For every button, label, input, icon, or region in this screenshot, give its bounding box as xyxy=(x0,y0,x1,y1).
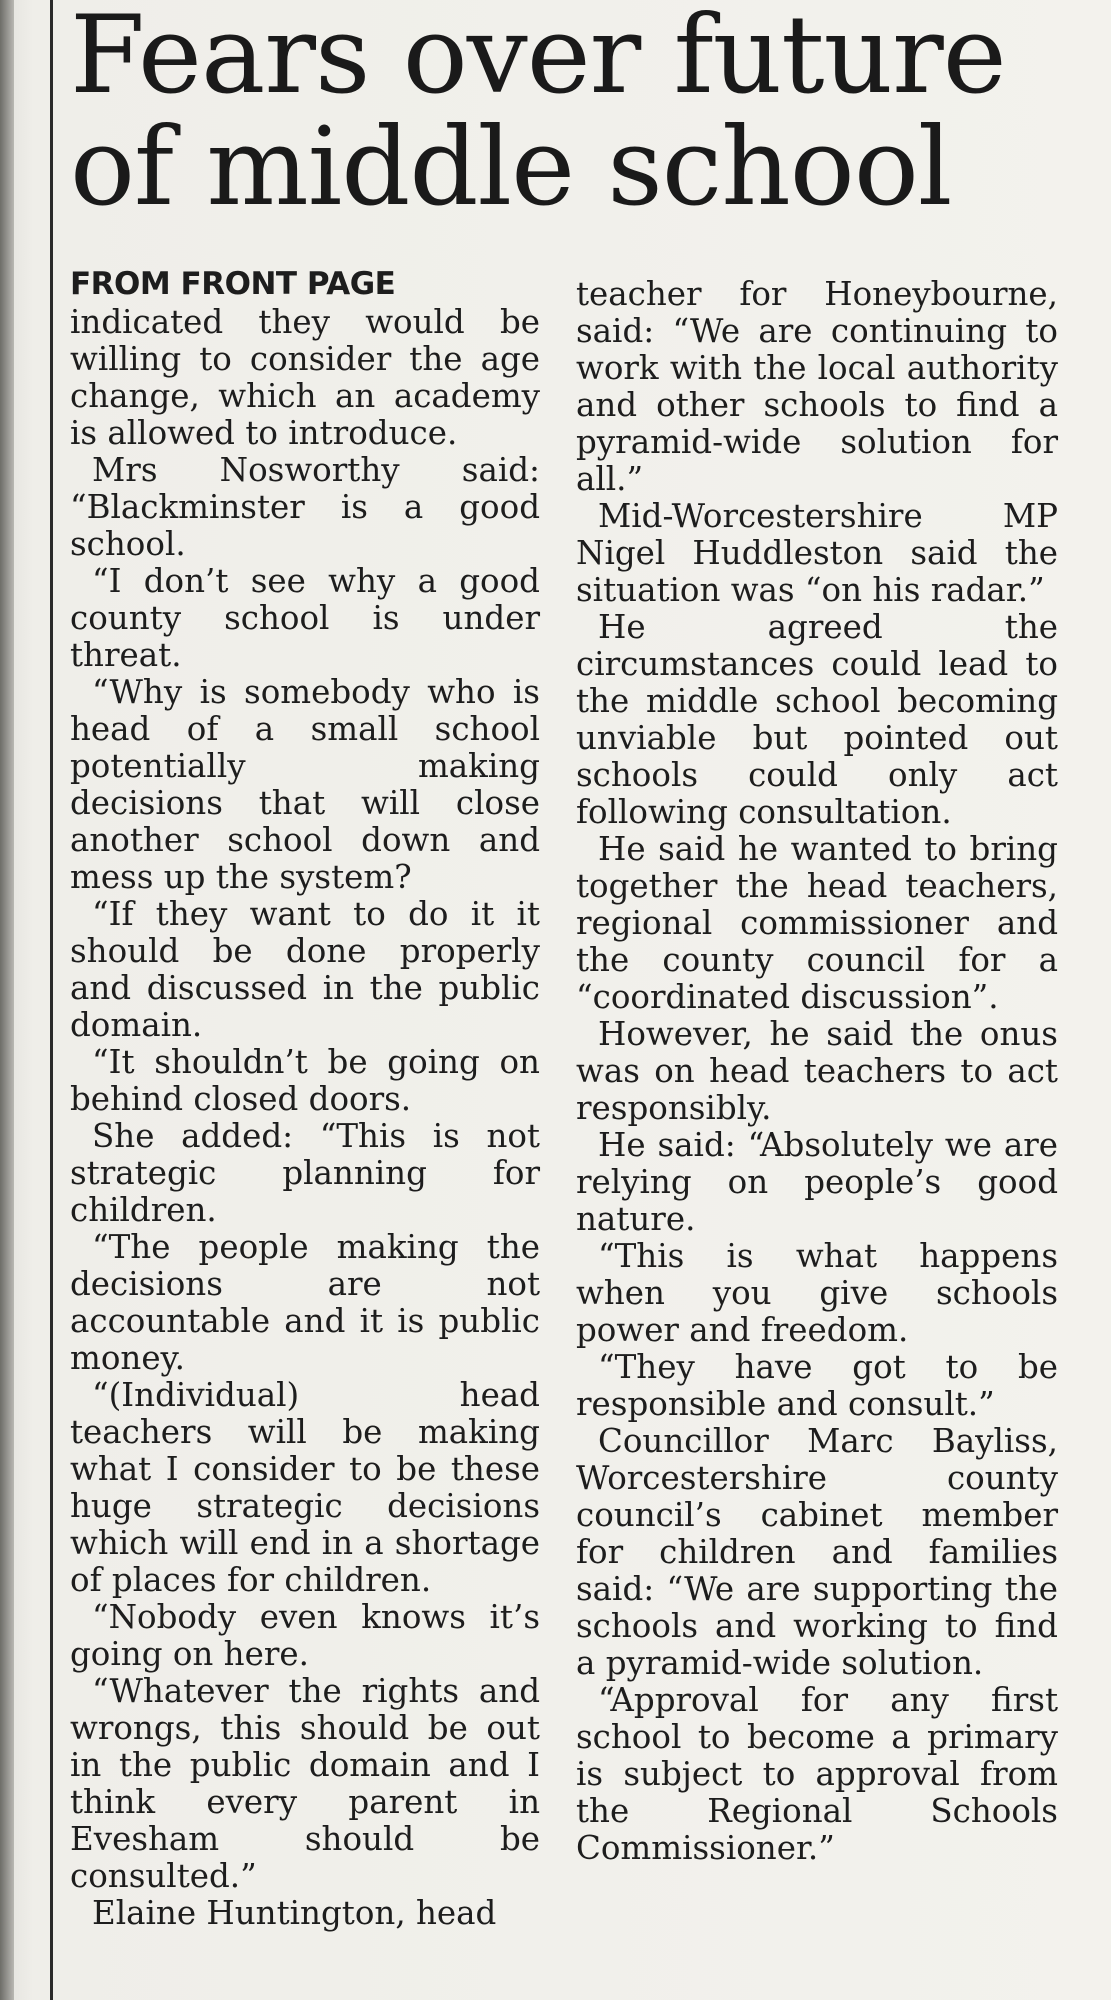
paragraph: Mrs Nosworthy said: “Blackminster is a good school. xyxy=(70,451,540,563)
paragraph: She added: “This is not strategic planning for children. xyxy=(70,1117,540,1229)
headline-line-2: of middle school xyxy=(70,105,952,230)
paragraph: “I don’t see why a good county school is under threat. xyxy=(70,562,540,674)
kicker-label: FROM FRONT PAGE xyxy=(70,266,396,302)
column-rule xyxy=(50,0,53,2000)
headline xyxy=(70,0,1070,230)
paragraph: “Why is somebody who is head of a small school potentially making decisions that will close another school down and mess up the system? xyxy=(70,673,540,896)
paragraph: Mid-Worcestershire MP Nigel Huddleston said the situation was “on his radar.” xyxy=(576,497,1058,609)
paragraph: “If they want to do it it should be done properly and discussed in the public domain. xyxy=(70,895,540,1044)
paragraph: indicated they would be willing to consider the age change, which an academy is allowed to introduce. xyxy=(70,303,540,452)
paragraph: “The people making the decisions are not accountable and it is public money. xyxy=(70,1228,540,1377)
paragraph: He said: “Absolutely we are relying on people’s good nature. xyxy=(576,1126,1058,1238)
paragraph: teacher for Honeybourne, said: “We are continuing to work with the local authority and other schools to find a pyramid-wide solution for all.” xyxy=(576,275,1058,498)
paragraph: Elaine Huntington, head xyxy=(92,1894,497,1932)
page-edge-shadow xyxy=(0,0,14,2000)
paragraph: “Approval for any first school to become a primary is subject to approval from the Regional Schools Commissioner.” xyxy=(576,1681,1058,1867)
paragraph: “It shouldn’t be going on behind closed doors. xyxy=(70,1043,540,1118)
article-column-left xyxy=(70,266,540,1932)
paragraph: “Whatever the rights and wrongs, this should be out in the public domain and I think every parent in Evesham should be consulted.” xyxy=(70,1672,540,1895)
paragraph: “Nobody even knows it’s going on here. xyxy=(70,1598,540,1673)
paragraph: He agreed the circumstances could lead to the middle school becoming unviable but pointed out schools could only act following consultation. xyxy=(576,608,1058,831)
paragraph: However, he said the onus was on head teachers to act responsibly. xyxy=(576,1015,1058,1127)
paragraph: He said he wanted to bring together the head teachers, regional commissioner and the county council for a “coordinated discussion”. xyxy=(576,830,1058,1016)
headline-line-1: Fears over future xyxy=(70,0,1006,118)
paragraph: Councillor Marc Bayliss, Worcestershire county council’s cabinet member for children and families said: “We are supporting the schools and working to find a pyramid-wide solution. xyxy=(576,1422,1058,1682)
paragraph: “(Individual) head teachers will be making what I consider to be these huge strategic decisions which will end in a shortage of places for children. xyxy=(70,1376,540,1599)
paragraph: “This is what happens when you give schools power and freedom. xyxy=(576,1237,1058,1349)
paragraph: “They have got to be responsible and consult.” xyxy=(576,1348,1058,1423)
article-column-right xyxy=(576,276,1058,1867)
